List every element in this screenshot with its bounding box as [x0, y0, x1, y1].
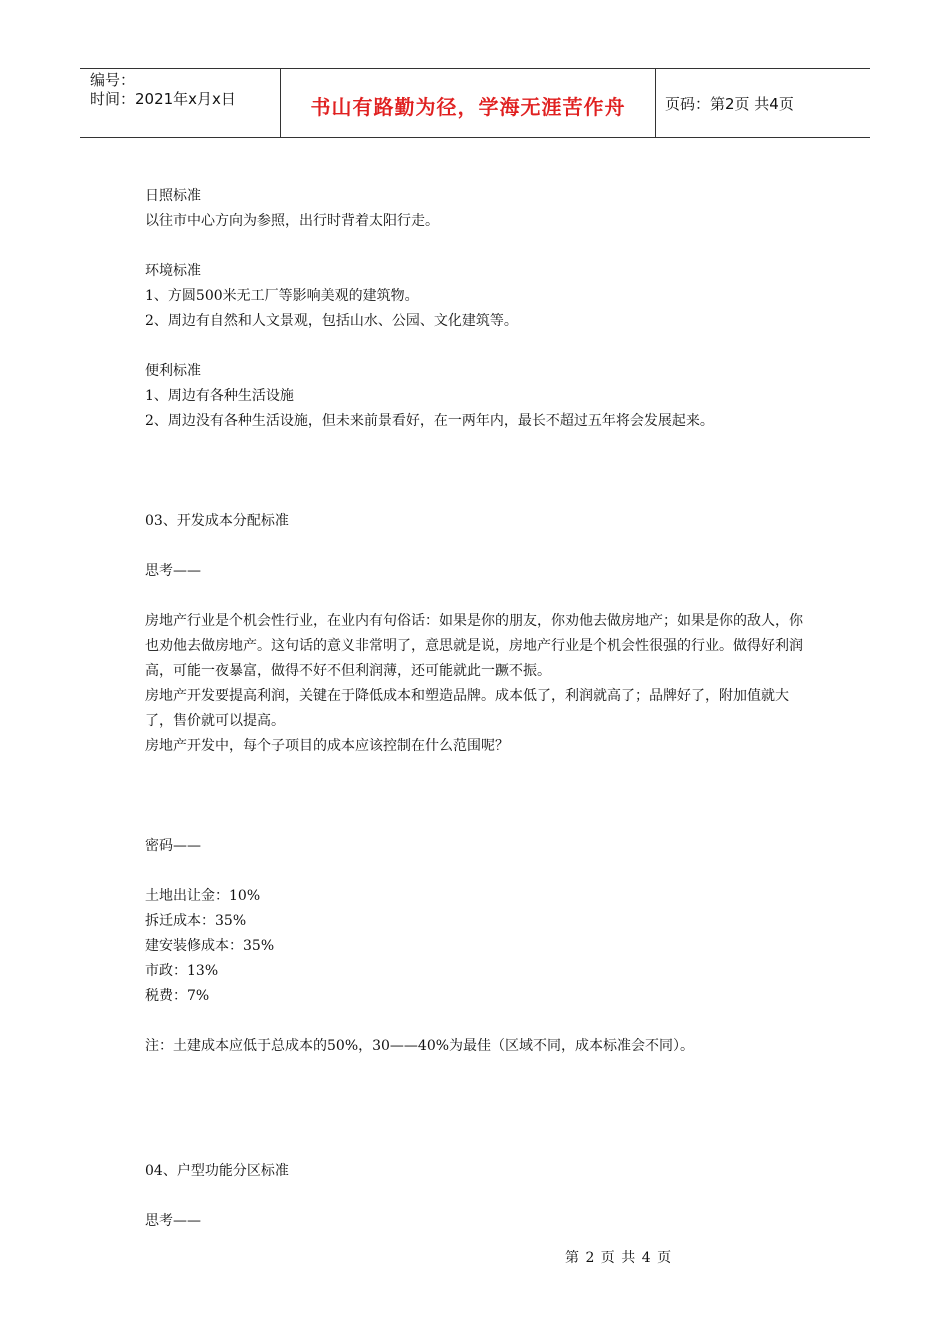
- document-time-label: 时间：2021年x月x日: [90, 90, 236, 108]
- environment-item: 1、方圆500米无工厂等影响美观的建筑物。: [145, 288, 419, 304]
- cost-breakdown-item: 土地出让金：10%: [145, 888, 261, 904]
- think-label: 思考——: [145, 563, 201, 579]
- convenience-item: 1、周边有各种生活设施: [145, 388, 294, 404]
- cost-breakdown-item: 建安装修成本：35%: [145, 938, 275, 954]
- cost-paragraph: 房地产开发中，每个子项目的成本应该控制在什么范围呢？: [145, 738, 509, 754]
- environment-item: 2、周边有自然和人文景观，包括山水、公园、文化建筑等。: [145, 313, 518, 329]
- motto-text: 书山有路勤为径，学海无涯苦作舟: [310, 95, 626, 119]
- convenience-item: 2、周边没有各种生活设施，但未来前景看好，在一两年内，最长不超过五年将会发展起来。: [145, 413, 714, 429]
- header-motto-cell: [280, 69, 656, 137]
- cost-breakdown-item: 市政：13%: [145, 963, 219, 979]
- section-title-convenience: 便利标准: [145, 363, 201, 379]
- cost-note: 注：土建成本应低于总成本的50%，30——40%为最佳（区域不同，成本标准会不同）。: [145, 1038, 695, 1054]
- code-label: 密码——: [145, 838, 201, 854]
- document-number-label: 编号：: [90, 71, 136, 89]
- section-title-environment: 环境标准: [145, 263, 201, 279]
- sunlight-text: 以往市中心方向为参照，出行时背着太阳行走。: [145, 213, 439, 229]
- cost-paragraph: 房地产开发要提高利润，关键在于降低成本和塑造品牌。成本低了，利润就高了；品牌好了，附加值就大了，售价就可以提高。: [145, 688, 789, 729]
- page-footer: 第 2 页 共 4 页: [565, 1250, 673, 1266]
- section-title-sunlight: 日照标准: [145, 188, 201, 204]
- cost-breakdown-item: 拆迁成本：35%: [145, 913, 247, 929]
- header-meta: [80, 69, 280, 137]
- section-title-layout: 04、户型功能分区标准: [145, 1163, 289, 1179]
- cost-breakdown-item: 税费：7%: [145, 988, 210, 1004]
- header-page-cell: [655, 69, 870, 137]
- page-header: [80, 68, 870, 138]
- section-title-cost: 03、开发成本分配标准: [145, 513, 289, 529]
- header-page-info: 页码：第2页 共4页: [665, 95, 794, 113]
- document-body: [145, 184, 810, 1234]
- cost-paragraph: 房地产行业是个机会性行业，在业内有句俗话：如果是你的朋友，你劝他去做房地产；如果是你的敌人，你也劝他去做房地产。这句话的意义非常明了，意思就是说，房地产行业是个机会性很强的行业。做得好利润高，可能一夜暴富，做得不好不但利润薄，还可能就此一蹶不振。: [145, 613, 803, 679]
- think-label: 思考——: [145, 1213, 201, 1229]
